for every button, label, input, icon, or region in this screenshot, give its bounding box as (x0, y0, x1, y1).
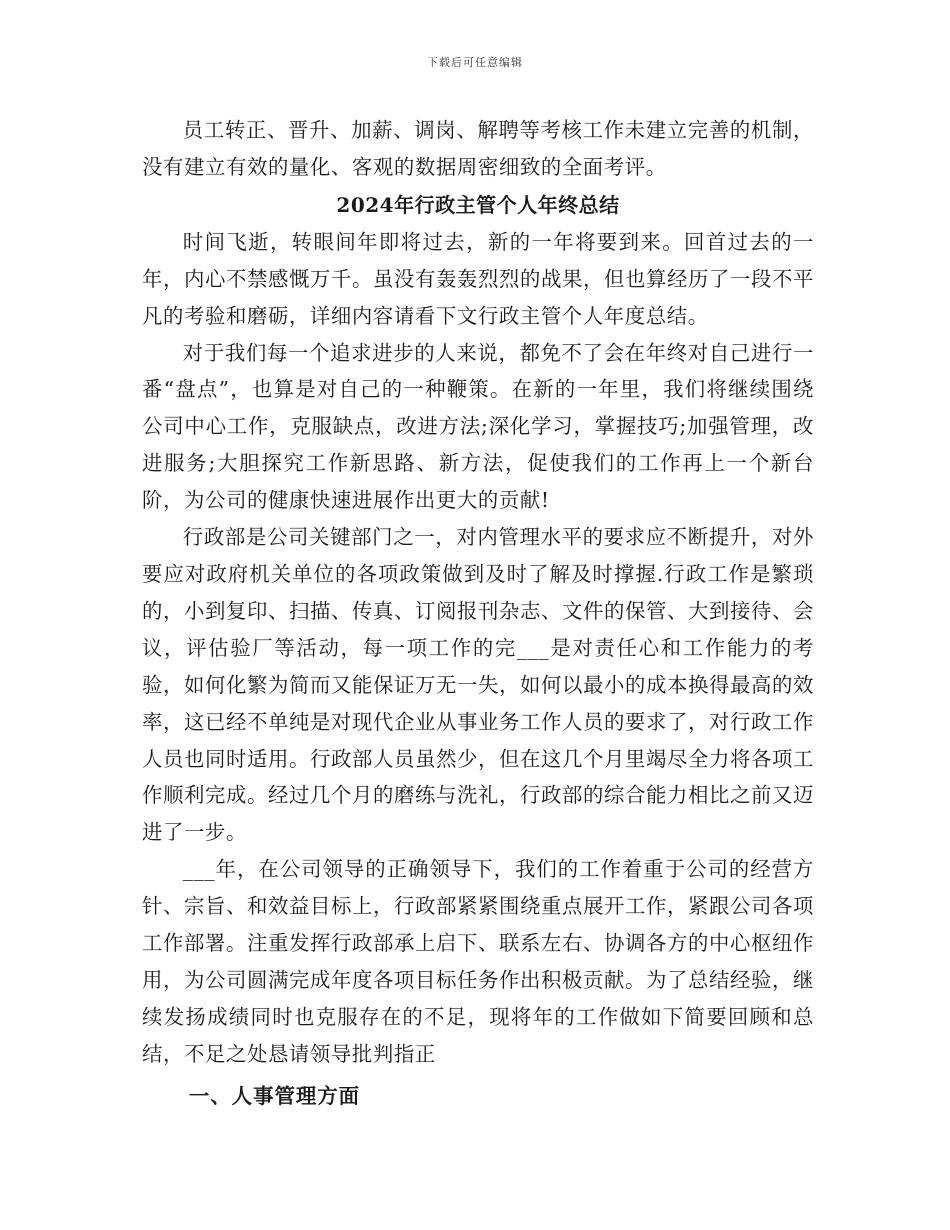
document-body (142, 112, 814, 1115)
body-paragraph-1: 时间飞逝，转眼间年即将过去，新的一年将要到来。回首过去的一年，内心不禁感慨万千。虽没有轰轰烈烈的战果，但也算经历了一段不平凡的考验和磨砺，详细内容请看下文行政主管个人年度总结。 (142, 229, 814, 328)
intro-continuation-paragraph: 员工转正、晋升、加薪、调岗、解聘等考核工作未建立完善的机制，没有建立有效的量化、客观的数据周密细致的全面考评。 (142, 118, 814, 179)
section-heading: 一、人事管理方面 (188, 1083, 361, 1108)
body-paragraph-2: 对于我们每一个追求进步的人来说，都免不了会在年终对自己进行一番“盘点”，也算是对自己的一种鞭策。在新的一年里，我们将继续围绕公司中心工作，克服缺点，改进方法;深化学习，掌握技巧;加强管理，改进服务;大胆探究工作新思路、新方法，促使我们的工作再上一个新台阶，为公司的健康快速进展作出更大的贡献! (142, 340, 814, 513)
body-paragraph-3: 行政部是公司关键部门之一，对内管理水平的要求应不断提升，对外要应对政府机关单位的各项政策做到及时了解及时撑握.行政工作是繁琐的，小到复印、扫描、传真、订阅报刊杂志、文件的保管、大到接待、会议，评估验厂等活动，每一项工作的完___是对责任心和工作能力的考验，如何化繁为简而又能保证万无一失，如何以最小的成本换得最高的效率，这已经不单纯是对现代企业从事业务工作人员的要求了，对行政工作人员也同时适用。行政部人员虽然少，但在这几个月里竭尽全力将各项工作顺利完成。经过几个月的磨练与洗礼，行政部的综合能力相比之前又迈进了一步。 (142, 525, 814, 845)
document-title: 2024年行政主管个人年终总结 (336, 192, 620, 217)
body-paragraph-4: ___年，在公司领导的正确领导下，我们的工作着重于公司的经营方针、宗旨、和效益目标上，行政部紧紧围绕重点展开工作，紧跟公司各项工作部署。注重发挥行政部承上启下、联系左右、协调各方的中心枢纽作用，为公司圆满完成年度各项目标任务作出积极贡献。为了总结经验，继续发扬成绩同时也克服存在的不足，现将年的工作做如下简要回顾和总结，不足之处恳请领导批判指正 (142, 857, 814, 1066)
page-header-note: 下载后可任意编辑 (427, 56, 523, 69)
